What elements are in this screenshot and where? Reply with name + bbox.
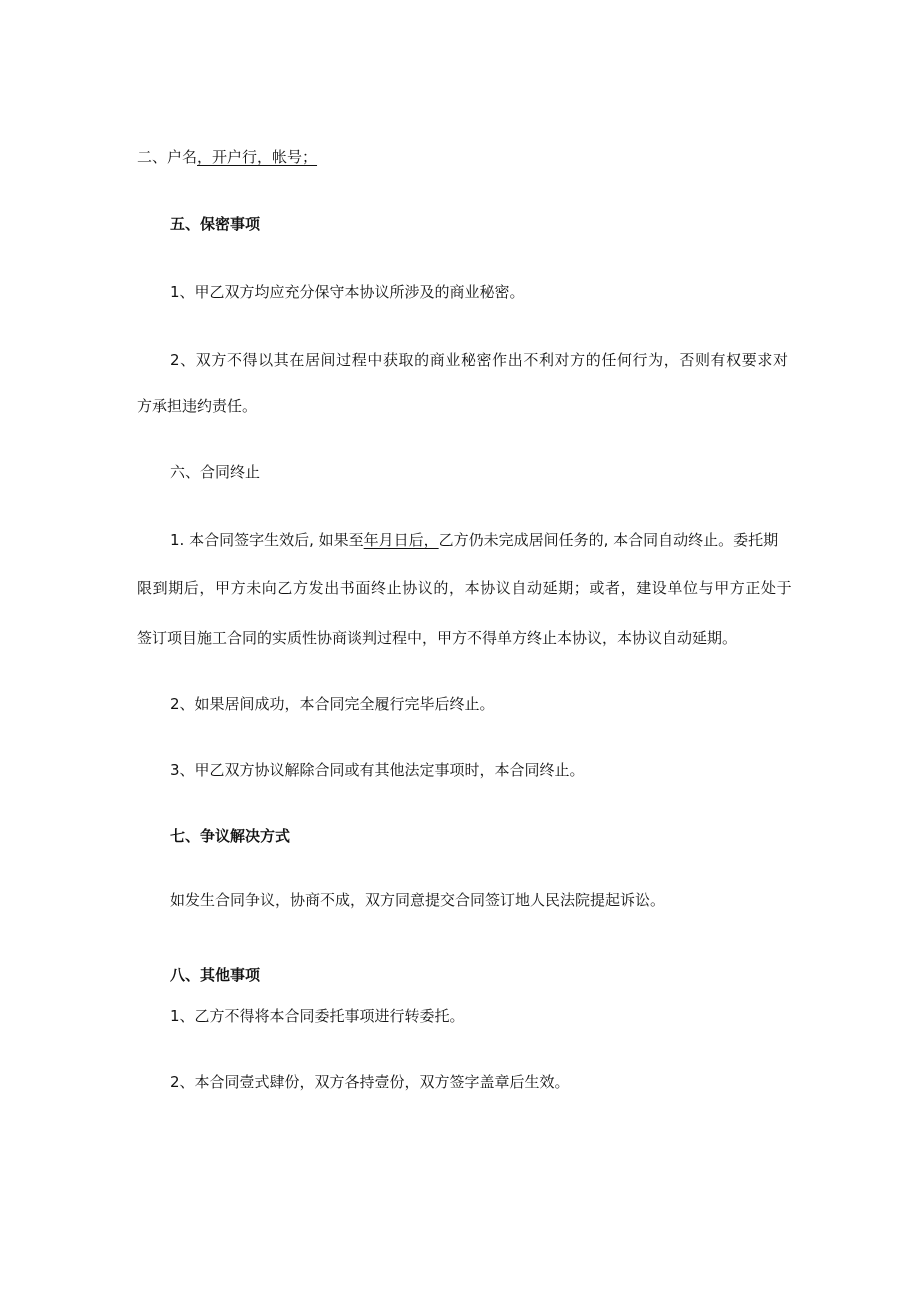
- section-6-item-1-line-1: [170, 530, 778, 550]
- section-7-heading: 七、争议解决方式: [170, 827, 291, 845]
- section-6-item-1-part-2: 乙方仍未完成居间任务的, 本合同自动终止。委托期: [438, 531, 779, 549]
- section-6-heading: 六、合同终止: [170, 463, 261, 481]
- account-line: [137, 147, 317, 167]
- section-5-item-1: 1、甲乙双方均应充分保守本协议所涉及的商业秘密。: [170, 283, 525, 301]
- section-6-item-2: 2、如果居间成功，本合同完全履行完毕后终止。: [170, 695, 495, 713]
- account-line-prefix: 二、户名: [137, 148, 198, 166]
- account-line-underlined: ，开户行，帐号；: [197, 148, 318, 166]
- section-5-item-2-line-1: 2、双方不得以其在居间过程中获取的商业秘密作出不利对方的任何行为，否则有权要求对: [170, 351, 789, 369]
- section-7-body: 如发生合同争议，协商不成，双方同意提交合同签订地人民法院提起诉讼。: [170, 891, 666, 909]
- section-5-item-2-line-2: 方承担违约责任。: [137, 397, 258, 415]
- section-8-item-1: 1、乙方不得将本合同委托事项进行转委托。: [170, 1007, 465, 1025]
- section-5-heading: 五、保密事项: [170, 215, 261, 233]
- section-6-item-1-line-2: 限到期后，甲方未向乙方发出书面终止协议的，本协议自动延期；或者，建设单位与甲方正处于: [137, 579, 793, 597]
- section-6-item-1-part-1: 1. 本合同签字生效后, 如果至: [170, 531, 364, 549]
- section-6-item-1-date: 年月日后，: [363, 531, 439, 549]
- section-6-item-3: 3、甲乙双方协议解除合同或有其他法定事项时，本合同终止。: [170, 761, 585, 779]
- section-6-item-1-line-3: 签订项目施工合同的实质性协商谈判过程中，甲方不得单方终止本协议，本协议自动延期。: [137, 629, 738, 647]
- section-8-heading: 八、其他事项: [170, 966, 261, 984]
- section-8-item-2: 2、本合同壹式肆份，双方各持壹份，双方签字盖章后生效。: [170, 1073, 570, 1091]
